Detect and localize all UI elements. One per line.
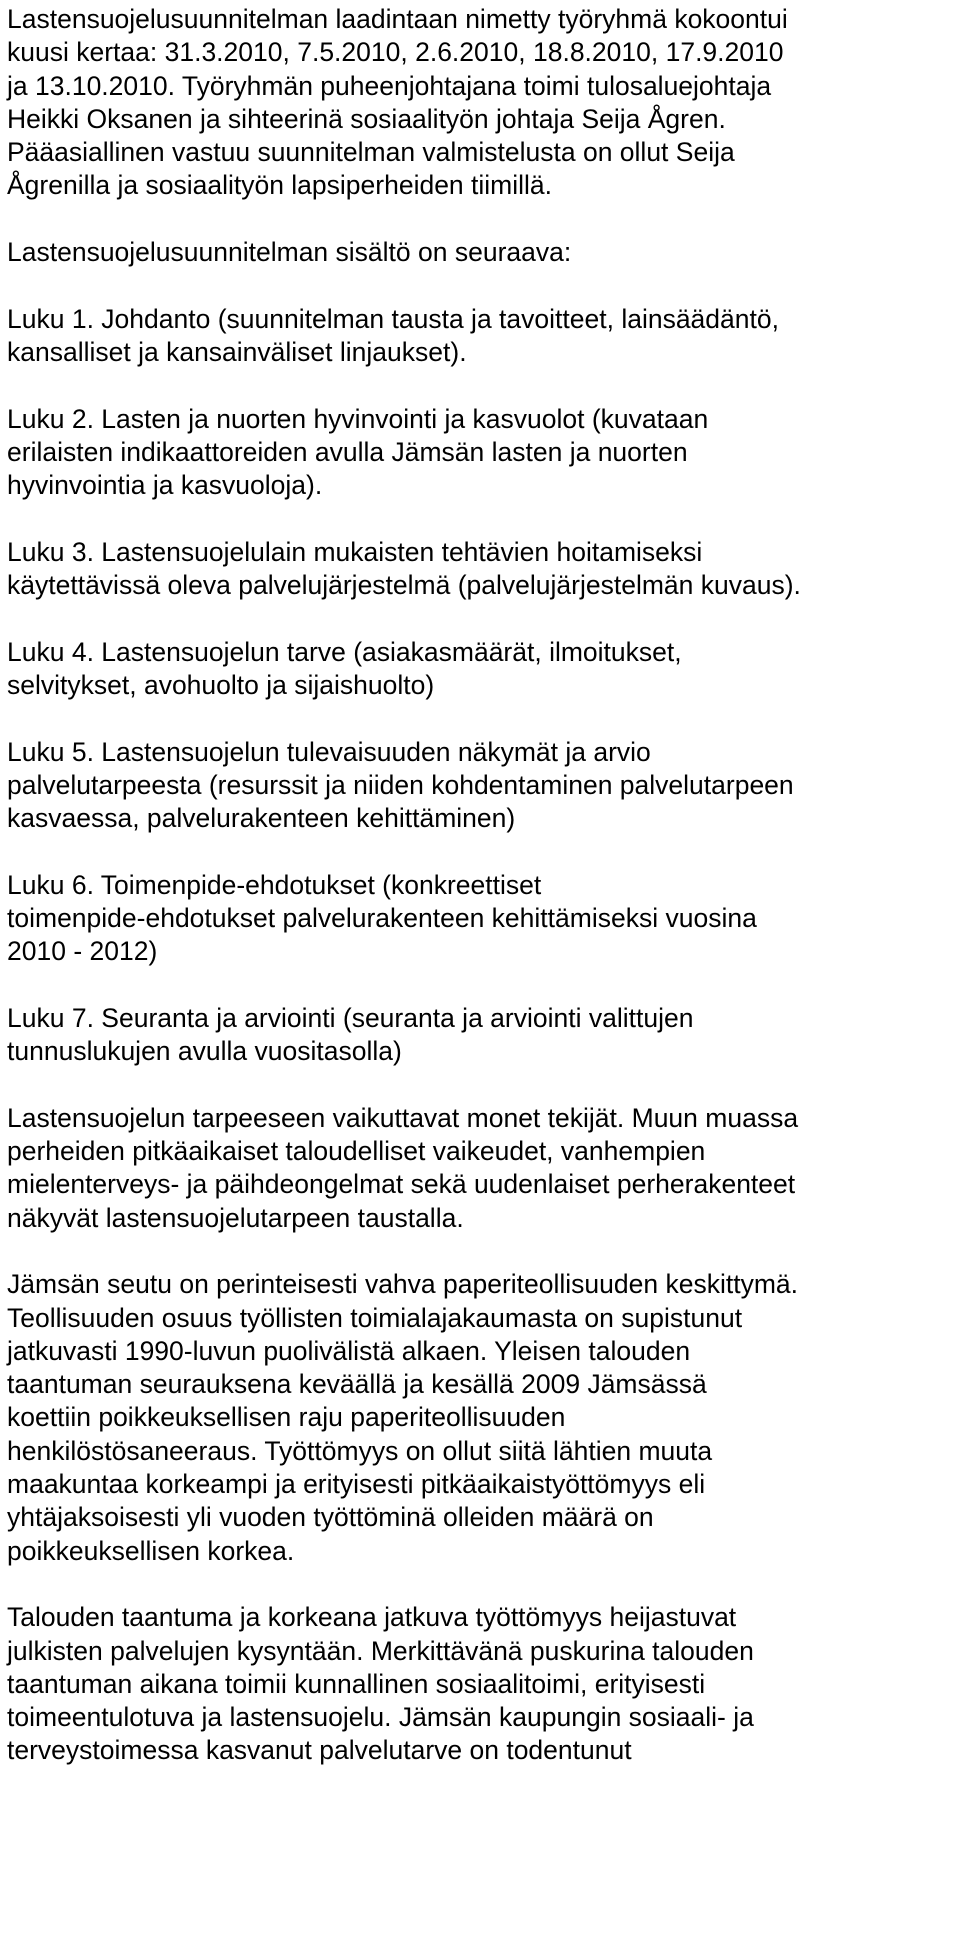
paragraph [7,536,960,603]
paragraph [7,236,960,269]
text-line: Lastensuojelun tarpeeseen vaikuttavat monet tekijät. Muun muassa [7,1102,799,1133]
text-line: toimeentulotuva ja lastensuojelu. Jämsän kaupungin sosiaali- ja [7,1702,754,1733]
paragraph [7,636,960,703]
text-line: Luku 6. Toimenpide-ehdotukset (konkreettiset [7,869,542,900]
text-line: yhtäjaksoisesti yli vuoden työttöminä olleiden määrä on [7,1502,654,1533]
paragraph [7,3,960,203]
text-line: ja 13.10.2010. Työryhmän puheenjohtajana toimi tulosaluejohtaja [7,70,772,101]
paragraph [7,1002,960,1069]
text-line: taantuman aikana toimii kunnallinen sosiaalitoimi, erityisesti [7,1668,706,1699]
text-line: kansalliset ja kansainväliset linjaukset). [7,336,467,367]
text-line: selvitykset, avohuolto ja sijaishuolto) [7,669,435,700]
text-line: Luku 4. Lastensuojelun tarve (asiakasmäärät, ilmoitukset, [7,636,682,667]
text-line: jatkuvasti 1990-luvun puolivälistä alkaen. Yleisen talouden [7,1335,691,1366]
text-line: Luku 1. Johdanto (suunnitelman tausta ja tavoitteet, lainsäädäntö, [7,303,779,334]
text-line: mielenterveys- ja päihdeongelmat sekä uudenlaiset perherakenteet [7,1169,796,1200]
text-line: erilaisten indikaattoreiden avulla Jämsän lasten ja nuorten [7,436,688,467]
text-line: koettiin poikkeuksellisen raju paperiteollisuuden [7,1402,566,1433]
paragraph [7,1601,960,1767]
text-line: Luku 3. Lastensuojelulain mukaisten tehtävien hoitamiseksi [7,536,703,567]
paragraph [7,869,960,969]
text-line: Heikki Oksanen ja sihteerinä sosiaalityön johtaja Seija Ågren. [7,103,726,134]
paragraph [7,1268,960,1568]
paragraph [7,303,960,370]
text-line: Teollisuuden osuus työllisten toimialajakaumasta on supistunut [7,1302,743,1333]
text-line: maakuntaa korkeampi ja erityisesti pitkäaikaistyöttömyys eli [7,1469,706,1500]
text-line: tunnuslukujen avulla vuositasolla) [7,1036,402,1067]
text-line: Talouden taantuma ja korkeana jatkuva työttömyys heijastuvat [7,1602,737,1633]
text-line: näkyvät lastensuojelutarpeen taustalla. [7,1202,464,1233]
text-line: Jämsän seutu on perinteisesti vahva paperiteollisuuden keskittymä. [7,1269,799,1300]
paragraph [7,736,960,836]
text-line: kasvaessa, palvelurakenteen kehittäminen) [7,803,516,834]
text-line: taantuman seurauksena keväällä ja kesällä 2009 Jämsässä [7,1369,707,1400]
text-line: Lastensuojelusuunnitelman laadintaan nimetty työryhmä kokoontui [7,4,788,34]
text-line: hyvinvointia ja kasvuoloja). [7,470,323,501]
text-line: 2010 - 2012) [7,936,158,967]
text-line: poikkeuksellisen korkea. [7,1535,295,1566]
text-line: Luku 2. Lasten ja nuorten hyvinvointi ja kasvuolot (kuvataan [7,403,709,434]
text-line: Luku 7. Seuranta ja arviointi (seuranta ja arviointi valittujen [7,1002,694,1033]
text-line: Ågrenilla ja sosiaalityön lapsiperheiden tiimillä. [7,170,553,201]
paragraph [7,403,960,503]
text-line: julkisten palvelujen kysyntään. Merkittävänä puskurina talouden [7,1635,754,1666]
paragraph [7,1102,960,1235]
text-line: Pääasiallinen vastuu suunnitelman valmistelusta on ollut Seija [7,137,735,168]
text-line: käytettävissä oleva palvelujärjestelmä (palvelujärjestelmän kuvaus). [7,570,801,601]
text-line: Luku 5. Lastensuojelun tulevaisuuden näkymät ja arvio [7,736,651,767]
text-line: toimenpide-ehdotukset palvelurakenteen kehittämiseksi vuosina [7,903,757,934]
text-line: terveystoimessa kasvanut palvelutarve on todentunut [7,1735,632,1766]
text-line: perheiden pitkäaikaiset taloudelliset vaikeudet, vanhempien [7,1136,706,1167]
text-line: henkilöstösaneeraus. Työttömyys on ollut siitä lähtien muuta [7,1435,713,1466]
text-line: kuusi kertaa: 31.3.2010, 7.5.2010, 2.6.2010, 18.8.2010, 17.9.2010 [7,37,784,68]
text-line: Lastensuojelusuunnitelman sisältö on seuraava: [7,237,572,268]
text-line: palvelutarpeesta (resurssit ja niiden kohdentaminen palvelutarpeen [7,769,794,800]
